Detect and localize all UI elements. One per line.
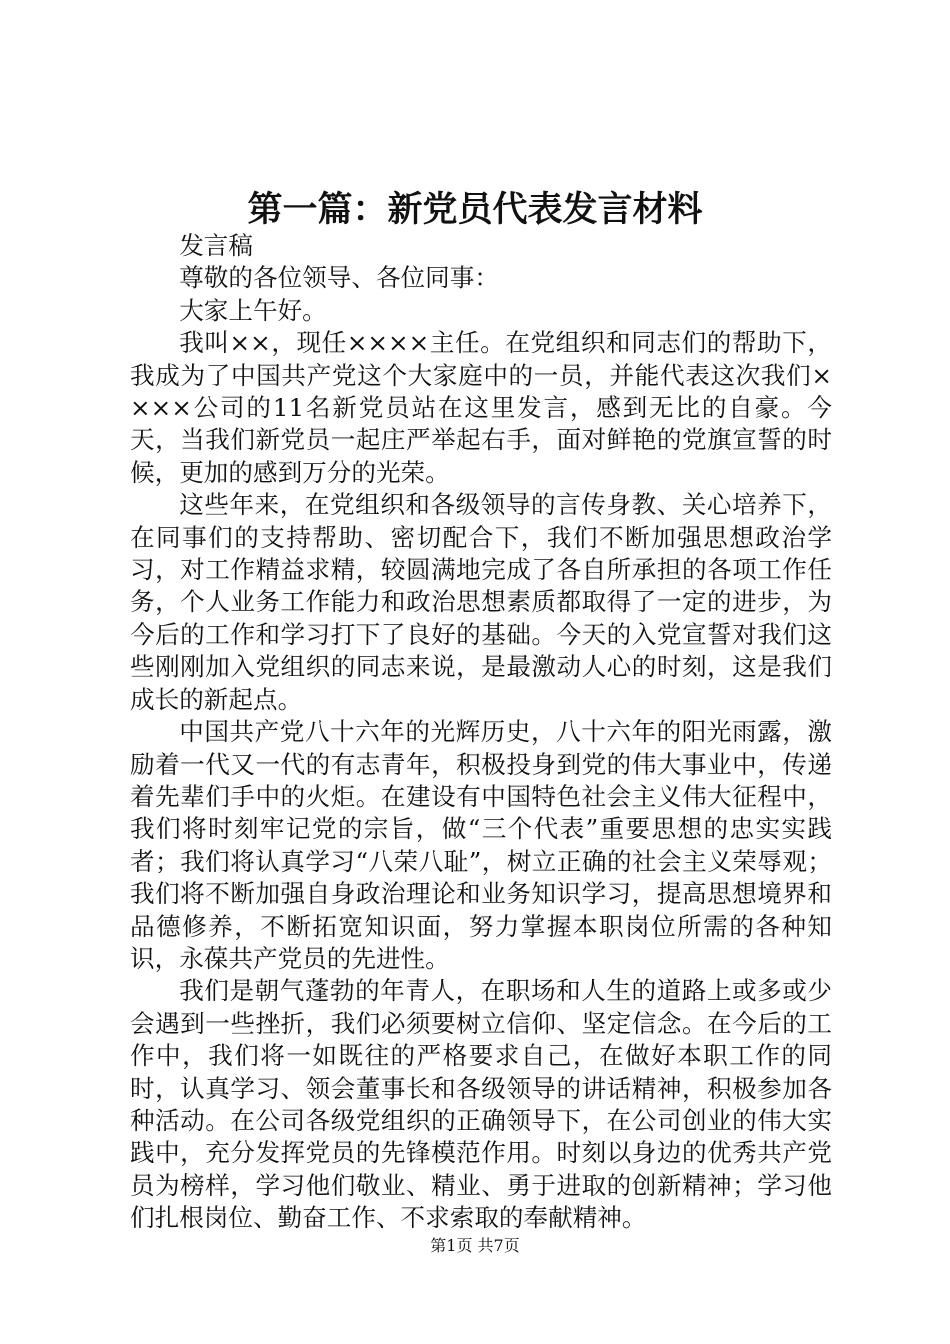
body-paragraph: 我们是朝气蓬勃的年青人，在职场和人生的道路上或多或少会遇到一些挫折，我们必须要树立信仰、坚定信念。在今后的工作中，我们将一如既往的严格要求自己，在做好本职工作的同时，认真学习、领会董事长和各级领导的讲话精神，积极参加各种活动。在公司各级党组织的正确领导下，在公司创业的伟大实践中，充分发挥党员的先锋模范作用。时刻以身边的优秀共产党员为榜样，学习他们敬业、精业、勇于进取的创新精神；学习他们扎根岗位、勤奋工作、不求索取的奉献精神。 (130, 976, 832, 1233)
body-paragraph: 这些年来，在党组织和各级领导的言传身教、关心培养下，在同事们的支持帮助、密切配合下，我们不断加强思想政治学习，对工作精益求精，较圆满地完成了各自所承担的各项工作任务，个人业务工作能力和政治思想素质都取得了一定的进步，为今后的工作和学习打下了良好的基础。今天的入党宣誓对我们这些刚刚加入党组织的同志来说，是最激动人心的时刻，这是我们成长的新起点。 (130, 490, 832, 714)
page-number-footer: 第1页 共7页 (430, 1236, 520, 1255)
document-title: 第一篇：新党员代表发言材料 (247, 189, 703, 230)
body-paragraph: 我叫××，现任××××主任。在党组织和同志们的帮助下，我成为了中国共产党这个大家庭中的一员，并能代表这次我们××××公司的11名新党员站在这里发言，感到无比的自豪。今天，当我们新党员一起庄严举起右手，面对鲜艳的党旗宣誓的时候，更加的感到万分的光荣。 (130, 328, 832, 487)
greeting-address: 尊敬的各位领导、各位同事： (179, 263, 499, 293)
greeting-line: 大家上午好。 (179, 295, 327, 325)
salutation-heading: 发言稿 (179, 231, 253, 260)
body-paragraph: 中国共产党八十六年的光辉历史，八十六年的阳光雨露，激励着一代又一代的有志青年，积极投身到党的伟大事业中，传递着先辈们手中的火炬。在建设有中国特色社会主义伟大征程中，我们将时刻牢记党的宗旨，做“三个代表”重要思想的忠实实践者；我们将认真学习“八荣八耻”，树立正确的社会主义荣辱观；我们将不断加强自身政治理论和业务知识学习，提高思想境界和品德修养，不断拓宽知识面，努力掌握本职岗位所需的各种知识，永葆共产党员的先进性。 (130, 717, 832, 973)
document-body (130, 230, 832, 1235)
